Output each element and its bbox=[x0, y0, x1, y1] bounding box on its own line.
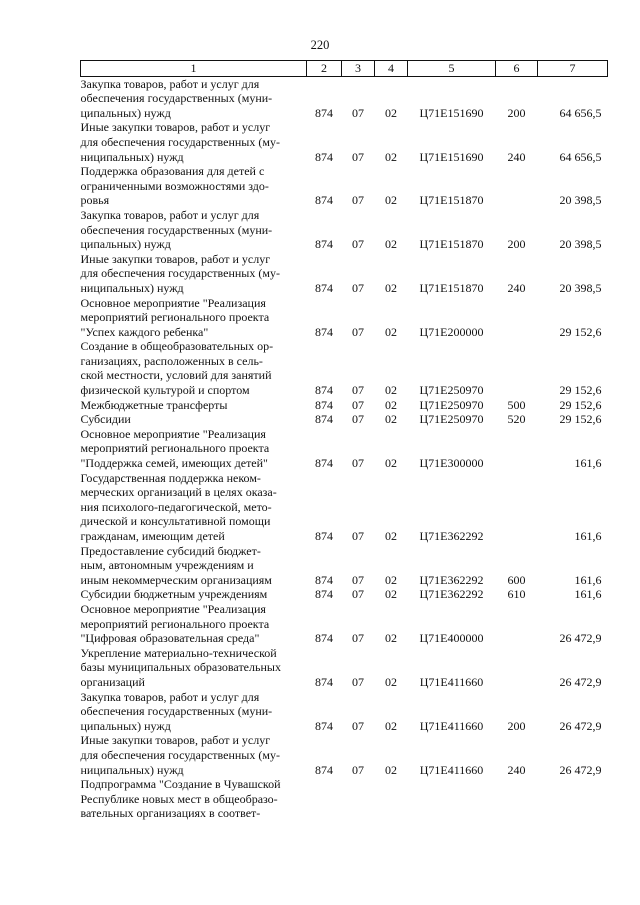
subsection-code-cell: 02 bbox=[385, 762, 397, 777]
subsection-code-cell: 02 bbox=[385, 193, 397, 208]
table-row bbox=[81, 76, 608, 120]
subsection-code-cell: 02 bbox=[385, 149, 397, 164]
admin-code-cell: 874 bbox=[315, 456, 333, 471]
row-description bbox=[81, 164, 307, 208]
subsection-code-cell: 02 bbox=[385, 237, 397, 252]
admin-code-cell: 874 bbox=[315, 193, 333, 208]
subsection-code-cell: 02 bbox=[385, 412, 397, 427]
amount-cell: 64 656,5 bbox=[559, 149, 602, 164]
table-row bbox=[81, 208, 608, 252]
description-line: "Поддержка семей, имеющих детей" bbox=[80, 456, 268, 471]
description-line: мероприятий регионального проекта bbox=[80, 441, 270, 456]
target-article-cell: Ц71E362292 bbox=[419, 529, 484, 543]
table-row bbox=[81, 120, 608, 164]
amount-cell: 20 398,5 bbox=[559, 193, 602, 208]
table-row bbox=[81, 296, 608, 340]
table-row bbox=[81, 777, 608, 821]
amount-cell: 29 152,6 bbox=[559, 412, 602, 427]
column-header: 6 bbox=[496, 61, 538, 77]
description-line: ния психолого-педагогической, мето- bbox=[80, 499, 272, 514]
description-line: Иные закупки товаров, работ и услуг bbox=[80, 120, 271, 135]
subsection-code-cell bbox=[375, 777, 408, 821]
admin-code-cell: 874 bbox=[315, 149, 333, 164]
description-line: Закупка товаров, работ и услуг для bbox=[80, 207, 260, 222]
description-line: ганизациях, расположенных в сель- bbox=[80, 353, 263, 368]
target-article-cell: Ц71E362292 bbox=[419, 587, 484, 602]
admin-code-cell: 874 bbox=[315, 412, 333, 427]
row-description bbox=[81, 339, 307, 397]
row-description bbox=[81, 690, 307, 734]
description-line: гражданам, имеющим детей bbox=[80, 529, 225, 543]
column-header: 1 bbox=[81, 61, 307, 77]
row-description bbox=[81, 733, 307, 777]
description-line: вательных организациях в соответ- bbox=[80, 806, 261, 821]
description-line: "Успех каждого ребенка" bbox=[80, 324, 209, 339]
amount-cell: 26 472,9 bbox=[559, 631, 602, 646]
column-header: 2 bbox=[307, 61, 342, 77]
admin-code-cell bbox=[307, 777, 342, 821]
amount-cell: 161,6 bbox=[574, 456, 602, 471]
amount-cell: 64 656,5 bbox=[559, 105, 602, 120]
section-code-cell: 07 bbox=[352, 397, 364, 412]
description-line: Межбюджетные трансферты bbox=[80, 397, 228, 412]
description-line: иным некоммерческим организациям bbox=[80, 572, 272, 587]
description-line: ципальных) нужд bbox=[80, 237, 171, 252]
section-code-cell: 07 bbox=[352, 587, 364, 602]
section-code-cell: 07 bbox=[352, 572, 364, 587]
description-line: физической культурой и спортом bbox=[80, 383, 250, 398]
description-line: Республике новых мест в общеобразо- bbox=[80, 791, 278, 806]
amount-cell: 26 472,9 bbox=[559, 762, 602, 777]
description-line: мерческих организаций в целях оказа- bbox=[80, 485, 277, 500]
description-line: для обеспечения государственных (му- bbox=[80, 134, 280, 149]
row-description bbox=[81, 412, 307, 427]
description-line: организаций bbox=[80, 674, 145, 689]
table-row bbox=[81, 471, 608, 544]
amount-cell: 26 472,9 bbox=[559, 674, 602, 689]
table-row bbox=[81, 544, 608, 588]
admin-code-cell: 874 bbox=[315, 718, 333, 733]
subsection-code-cell: 02 bbox=[385, 718, 397, 733]
section-code-cell: 07 bbox=[352, 324, 364, 339]
amount-cell: 29 152,6 bbox=[559, 383, 602, 398]
subsection-code-cell: 02 bbox=[385, 572, 397, 587]
description-line: ниципальных) нужд bbox=[80, 762, 184, 777]
admin-code-cell: 874 bbox=[315, 631, 333, 646]
target-article-cell: Ц71E411660 bbox=[419, 674, 484, 689]
subsection-code-cell: 02 bbox=[385, 397, 397, 412]
description-line: Субсидии bbox=[80, 412, 131, 427]
description-line: Поддержка образования для детей с bbox=[80, 164, 265, 179]
expense-type-cell bbox=[496, 427, 538, 471]
expense-type-cell: 520 bbox=[507, 412, 526, 427]
description-line: Укрепление материально-технической bbox=[80, 645, 277, 660]
target-article-cell: Ц71E411660 bbox=[419, 718, 484, 733]
target-article-cell: Ц71E250970 bbox=[419, 383, 484, 398]
expense-type-cell: 200 bbox=[507, 718, 526, 733]
section-code-cell: 07 bbox=[352, 631, 364, 646]
expense-type-cell bbox=[496, 777, 538, 821]
description-line: мероприятий регионального проекта bbox=[80, 310, 270, 325]
page-number: 220 bbox=[310, 38, 330, 52]
expense-type-cell bbox=[496, 471, 538, 544]
description-line: "Цифровая образовательная среда" bbox=[80, 631, 260, 646]
row-description bbox=[81, 252, 307, 296]
table-row bbox=[81, 646, 608, 690]
subsection-code-cell: 02 bbox=[385, 383, 397, 398]
subsection-code-cell: 02 bbox=[385, 631, 397, 646]
section-code-cell: 07 bbox=[352, 237, 364, 252]
description-line: мероприятий регионального проекта bbox=[80, 616, 270, 631]
description-line: для обеспечения государственных (му- bbox=[80, 747, 280, 762]
amount-cell: 20 398,5 bbox=[559, 237, 602, 252]
section-code-cell: 07 bbox=[352, 762, 364, 777]
expense-type-cell: 500 bbox=[507, 397, 526, 412]
description-line: Иные закупки товаров, работ и услуг bbox=[80, 251, 271, 266]
section-code-cell: 07 bbox=[352, 383, 364, 398]
target-article-cell: Ц71E362292 bbox=[419, 572, 484, 587]
row-description bbox=[81, 777, 307, 821]
admin-code-cell: 874 bbox=[315, 237, 333, 252]
table-row bbox=[81, 427, 608, 471]
description-line: для обеспечения государственных (му- bbox=[80, 266, 280, 281]
table-row bbox=[81, 339, 608, 397]
description-line: Субсидии бюджетным учреждениям bbox=[80, 587, 268, 602]
table-row bbox=[81, 398, 608, 413]
description-line: ской местности, условий для занятий bbox=[80, 368, 272, 383]
admin-code-cell: 874 bbox=[315, 105, 333, 120]
section-code-cell: 07 bbox=[352, 280, 364, 295]
column-header: 5 bbox=[408, 61, 496, 77]
description-line: ровья bbox=[80, 193, 110, 208]
description-line: Создание в общеобразовательных ор- bbox=[80, 339, 274, 354]
row-description bbox=[81, 602, 307, 646]
target-article-cell: Ц71E151690 bbox=[419, 105, 484, 120]
subsection-code-cell: 02 bbox=[385, 456, 397, 471]
subsection-code-cell: 02 bbox=[385, 324, 397, 339]
target-article-cell: Ц71E300000 bbox=[419, 456, 484, 471]
expense-type-cell bbox=[496, 646, 538, 690]
description-line: ным, автономным учреждениям и bbox=[80, 558, 254, 573]
expense-type-cell: 200 bbox=[507, 105, 526, 120]
table-row bbox=[81, 733, 608, 777]
description-line: обеспечения государственных (муни- bbox=[80, 222, 273, 237]
description-line: Основное мероприятие "Реализация bbox=[80, 601, 266, 616]
row-description bbox=[81, 398, 307, 413]
expense-type-cell bbox=[496, 602, 538, 646]
table-row bbox=[81, 252, 608, 296]
subsection-code-cell: 02 bbox=[385, 105, 397, 120]
row-description bbox=[81, 296, 307, 340]
target-article-cell: Ц71E250970 bbox=[419, 397, 484, 412]
header-row bbox=[81, 61, 608, 77]
row-description bbox=[81, 76, 307, 120]
section-code-cell: 07 bbox=[352, 529, 364, 543]
row-description bbox=[81, 646, 307, 690]
admin-code-cell: 874 bbox=[315, 762, 333, 777]
amount-cell bbox=[538, 777, 608, 821]
admin-code-cell: 874 bbox=[315, 383, 333, 398]
amount-cell: 161,6 bbox=[574, 587, 602, 602]
description-line: Основное мероприятие "Реализация bbox=[80, 295, 266, 310]
description-line: ниципальных) нужд bbox=[80, 149, 184, 164]
expense-type-cell: 200 bbox=[507, 237, 526, 252]
section-code-cell: 07 bbox=[352, 412, 364, 427]
column-header: 4 bbox=[375, 61, 408, 77]
section-code-cell bbox=[342, 777, 375, 821]
row-description bbox=[81, 208, 307, 252]
target-article-cell: Ц71E151870 bbox=[419, 280, 484, 295]
amount-cell: 20 398,5 bbox=[559, 280, 602, 295]
admin-code-cell: 874 bbox=[315, 674, 333, 689]
row-description bbox=[81, 544, 307, 588]
expense-type-cell: 610 bbox=[507, 587, 526, 602]
admin-code-cell: 874 bbox=[315, 324, 333, 339]
admin-code-cell: 874 bbox=[315, 280, 333, 295]
expense-type-cell: 240 bbox=[507, 280, 526, 295]
description-line: обеспечения государственных (муни- bbox=[80, 91, 273, 106]
amount-cell: 26 472,9 bbox=[559, 718, 602, 733]
row-description bbox=[81, 427, 307, 471]
description-line: дической и консультативной помощи bbox=[80, 514, 271, 529]
description-line: ципальных) нужд bbox=[80, 718, 171, 733]
row-description bbox=[81, 587, 307, 602]
description-line: Иные закупки товаров, работ и услуг bbox=[80, 733, 271, 748]
table-row bbox=[81, 587, 608, 602]
budget-table bbox=[80, 60, 608, 821]
description-line: Закупка товаров, работ и услуг для bbox=[80, 76, 260, 91]
section-code-cell: 07 bbox=[352, 149, 364, 164]
target-article-cell: Ц71E200000 bbox=[419, 324, 484, 339]
column-header: 7 bbox=[538, 61, 608, 77]
target-article-cell: Ц71E400000 bbox=[419, 631, 484, 646]
table-row bbox=[81, 164, 608, 208]
column-header: 3 bbox=[342, 61, 375, 77]
admin-code-cell: 874 bbox=[315, 587, 333, 602]
section-code-cell: 07 bbox=[352, 456, 364, 471]
section-code-cell: 07 bbox=[352, 193, 364, 208]
target-article-cell: Ц71E151870 bbox=[419, 237, 484, 252]
amount-cell: 29 152,6 bbox=[559, 397, 602, 412]
target-article-cell: Ц71E250970 bbox=[419, 412, 484, 427]
amount-cell: 161,6 bbox=[574, 529, 602, 543]
expense-type-cell bbox=[496, 164, 538, 208]
subsection-code-cell: 02 bbox=[385, 587, 397, 602]
section-code-cell: 07 bbox=[352, 718, 364, 733]
row-description bbox=[81, 120, 307, 164]
expense-type-cell bbox=[496, 339, 538, 397]
description-line: Государственная поддержка неком- bbox=[80, 470, 261, 485]
description-line: Предоставление субсидий бюджет- bbox=[80, 543, 261, 558]
row-description bbox=[81, 471, 307, 544]
subsection-code-cell: 02 bbox=[385, 529, 397, 543]
table-body bbox=[81, 76, 608, 821]
description-line: Подпрограмма "Создание в Чувашской bbox=[80, 777, 281, 792]
description-line: ограниченными возможностями здо- bbox=[80, 178, 269, 193]
target-article-cell: Ц71E151690 bbox=[419, 149, 484, 164]
subsection-code-cell: 02 bbox=[385, 674, 397, 689]
table-row bbox=[81, 602, 608, 646]
table-row bbox=[81, 690, 608, 734]
target-article-cell: Ц71E151870 bbox=[419, 193, 484, 208]
admin-code-cell: 874 bbox=[315, 572, 333, 587]
target-article-cell: Ц71E411660 bbox=[419, 762, 484, 777]
amount-cell: 29 152,6 bbox=[559, 324, 602, 339]
amount-cell: 161,6 bbox=[574, 572, 602, 587]
subsection-code-cell: 02 bbox=[385, 280, 397, 295]
description-line: ниципальных) нужд bbox=[80, 280, 184, 295]
target-article-cell bbox=[408, 777, 496, 821]
expense-type-cell bbox=[496, 296, 538, 340]
description-line: Основное мероприятие "Реализация bbox=[80, 426, 266, 441]
section-code-cell: 07 bbox=[352, 105, 364, 120]
expense-type-cell: 240 bbox=[507, 762, 526, 777]
description-line: обеспечения государственных (муни- bbox=[80, 704, 273, 719]
table-row bbox=[81, 412, 608, 427]
expense-type-cell: 600 bbox=[507, 572, 526, 587]
description-line: ципальных) нужд bbox=[80, 105, 171, 120]
section-code-cell: 07 bbox=[352, 674, 364, 689]
admin-code-cell: 874 bbox=[315, 529, 333, 543]
expense-type-cell: 240 bbox=[507, 149, 526, 164]
admin-code-cell: 874 bbox=[315, 397, 333, 412]
description-line: базы муниципальных образовательных bbox=[80, 660, 281, 675]
description-line: Закупка товаров, работ и услуг для bbox=[80, 689, 260, 704]
